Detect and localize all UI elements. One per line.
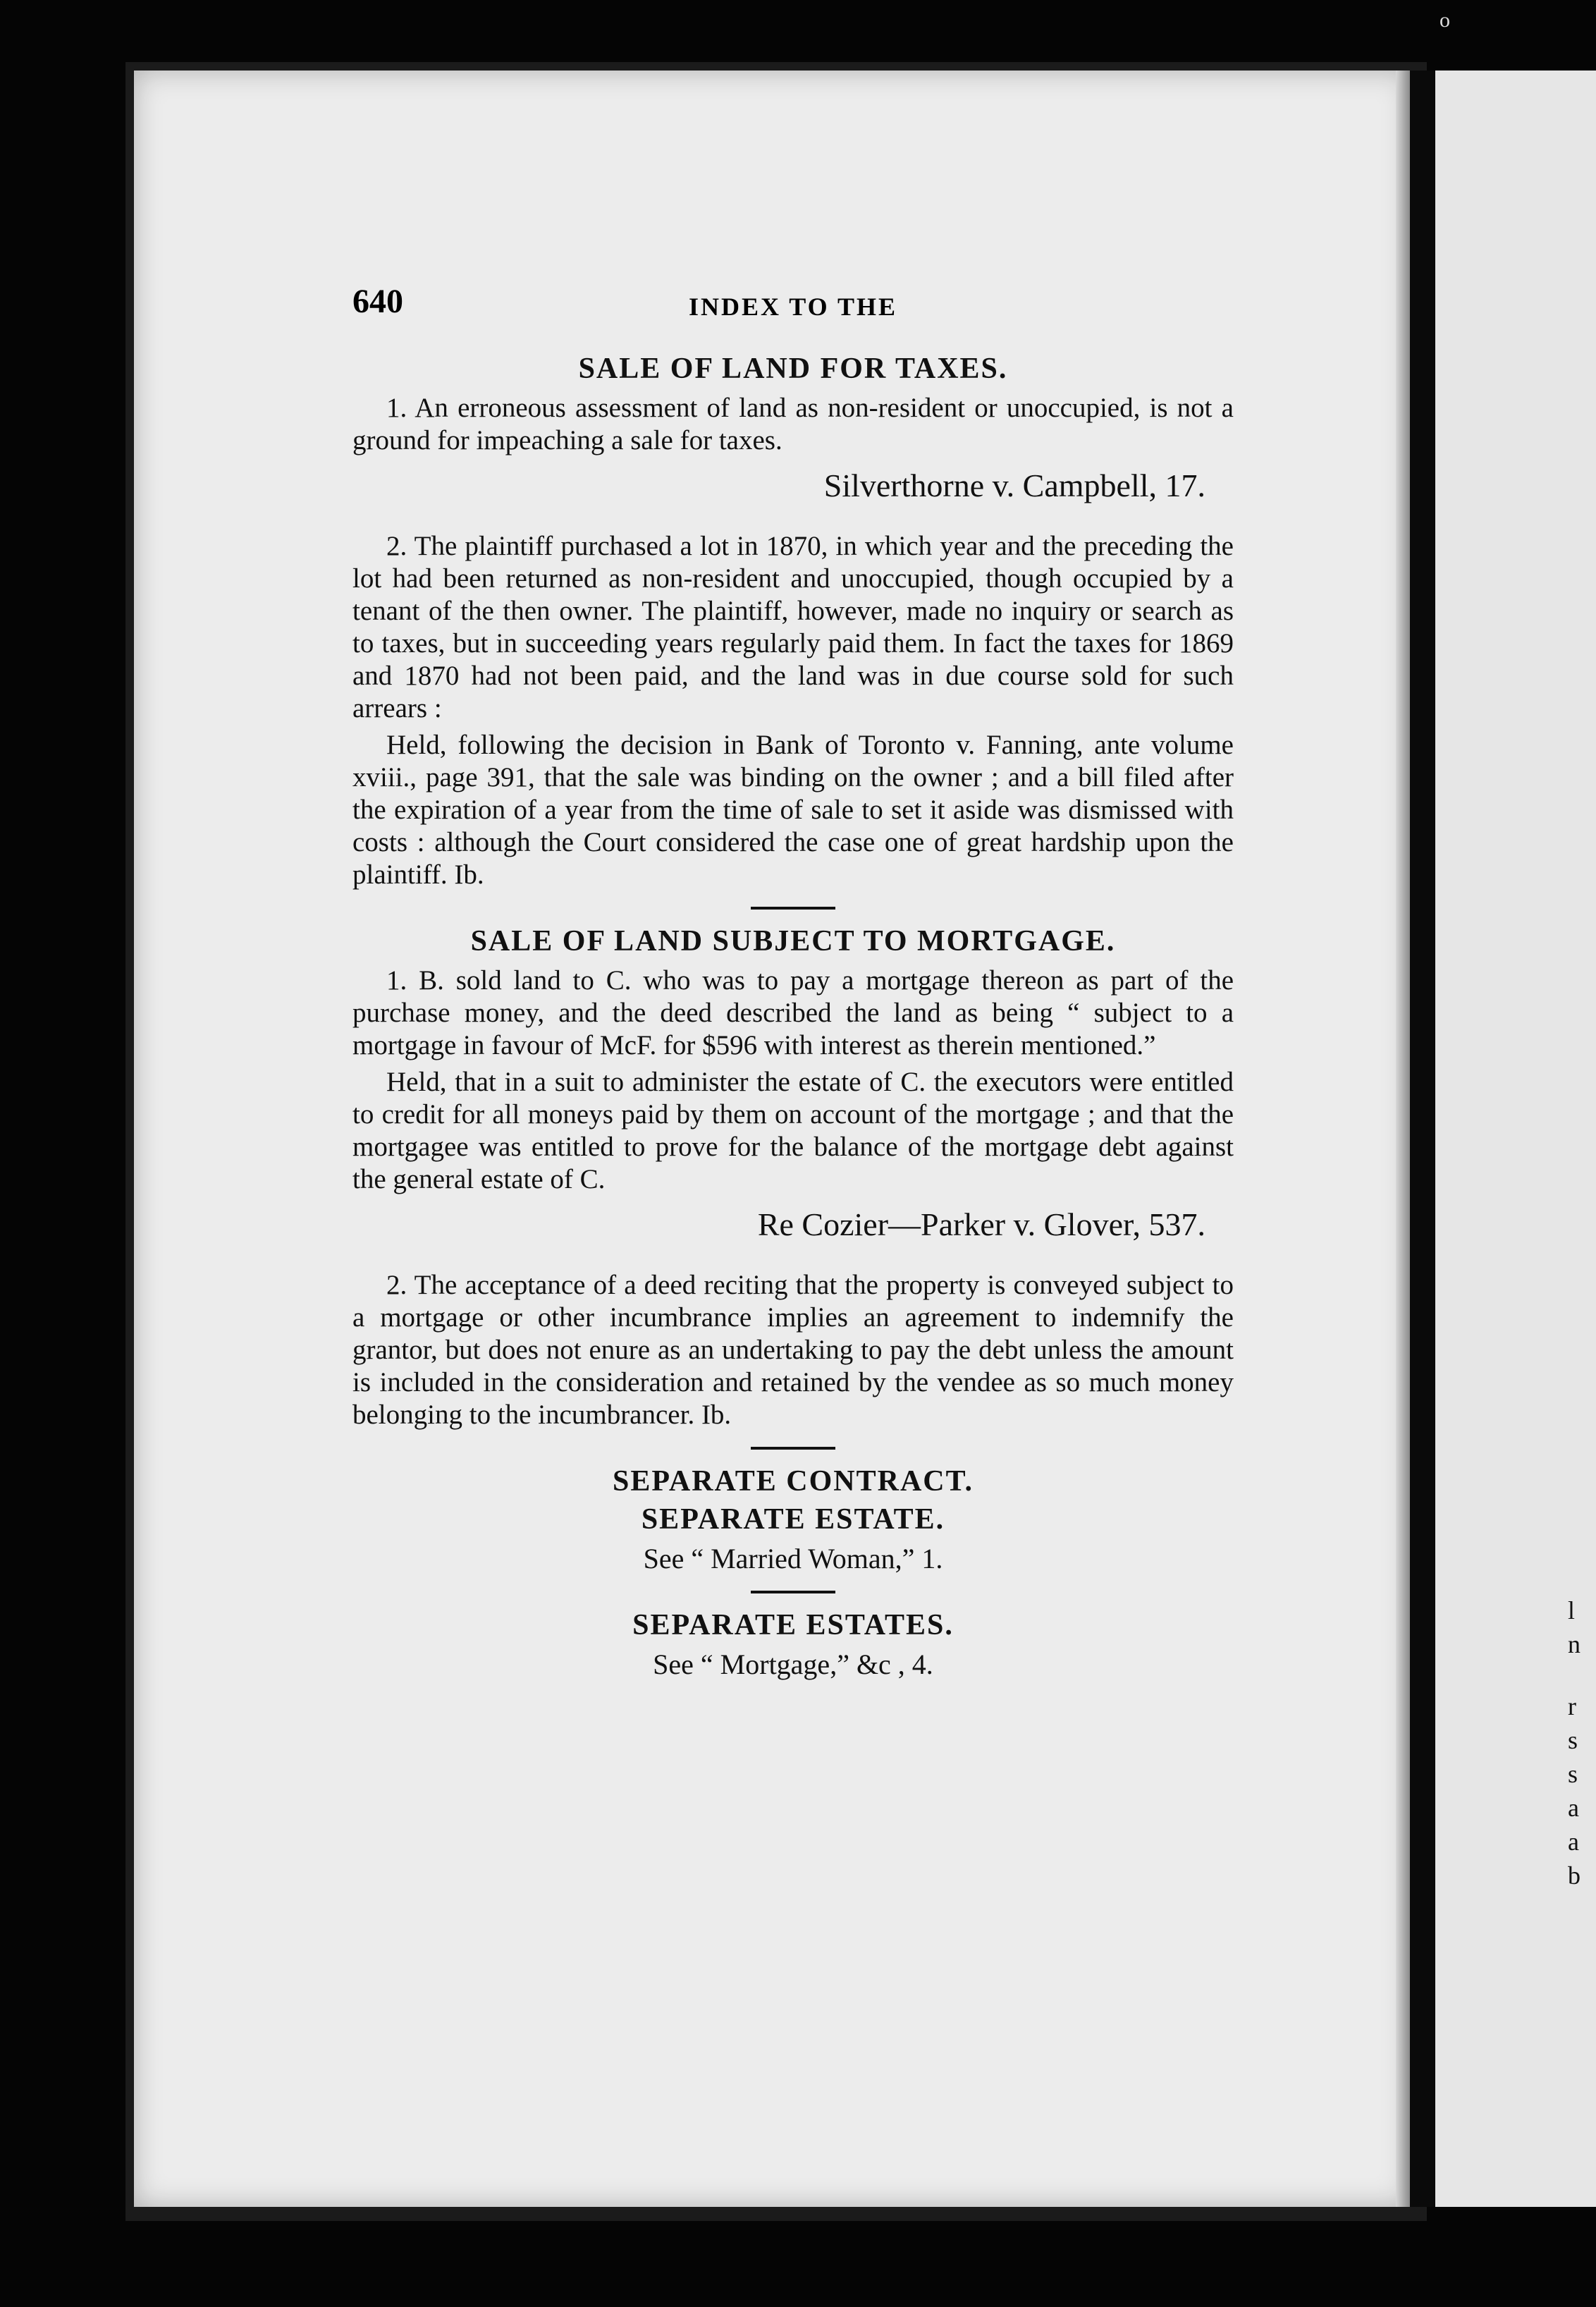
page-divider xyxy=(1410,71,1435,2207)
page-number: 640 xyxy=(352,283,403,320)
fragment-letter: a xyxy=(1568,1828,1579,1856)
case-citation: Silverthorne v. Campbell, 17. xyxy=(823,467,1205,503)
index-text xyxy=(352,353,1234,1681)
next-page-fragments xyxy=(1568,1593,1596,1892)
entry-2: 2. The plaintiff purchased a lot in 1870, in which year and the preceding the lot had been returned as non-resident and unoccupied, though occupied by a tenant of the then owner. The plaintiff, however, made no inquiry or search as to taxes, but in succeeding years regularly paid them. In fact the taxes for 1869 and 1870 had not been paid, and the land was in due course sold for such arrears : xyxy=(352,531,1234,723)
fragment-letter: r xyxy=(1568,1692,1576,1720)
section-heading-separate-estates: SEPARATE ESTATES. xyxy=(632,1609,954,1641)
fragment-letter: s xyxy=(1568,1760,1578,1788)
held-paragraph: Held, following the decision in Bank of Toronto v. Fanning, ante volume xviii., page 391, that the sale was binding on the owner ; and a bill filed after the expiration of a year from the time of sale to set it aside was dismissed with costs : although the Court considered the case one of great hardship upon the plaintiff. Ib. xyxy=(352,730,1234,890)
section-heading-separate-contract: SEPARATE CONTRACT. xyxy=(612,1465,974,1498)
section-rule xyxy=(751,1591,835,1593)
section-rule xyxy=(751,1447,835,1450)
corner-mark: o xyxy=(1440,8,1450,32)
gutter-shadow xyxy=(1396,71,1410,2207)
held-paragraph: Held, that in a suit to administer the estate of C. the executors were entitled to credit for all moneys paid by them on account of the mortgage ; and that the mortgagee was entitled to prove for the balance of the mortgage debt against the general estate of C. xyxy=(352,1067,1234,1194)
entry-1: 1. B. sold land to C. who was to pay a mortgage thereon as part of the purchase money, and the deed described the land as being “ subject to a mortgage in favour of McF. for $596 with interest as therein mentioned.” xyxy=(352,965,1234,1060)
fragment-letter: s xyxy=(1568,1726,1578,1754)
section-rule xyxy=(751,907,835,910)
cross-reference: See “ Mortgage,” &c , 4. xyxy=(653,1648,933,1680)
fragment-letter: n xyxy=(1568,1630,1580,1658)
section-heading-sale-for-taxes: SALE OF LAND FOR TAXES. xyxy=(578,353,1008,385)
fragment-letter: a xyxy=(1568,1794,1579,1822)
running-title: INDEX TO THE xyxy=(688,293,898,321)
cross-reference: See “ Married Woman,” 1. xyxy=(643,1543,943,1574)
fragment-letter: b xyxy=(1568,1861,1580,1890)
fragment-letter: l xyxy=(1568,1596,1576,1624)
section-heading-subject-to-mortgage: SALE OF LAND SUBJECT TO MORTGAGE. xyxy=(470,925,1116,957)
section-heading-separate-estate: SEPARATE ESTATE. xyxy=(641,1503,945,1536)
entry-2: 2. The acceptance of a deed reciting that the property is conveyed subject to a mortgage or other incumbrance implies an agreement to indemnify the grantor, but does not enure as an undertaking to pay the debt unless the amount is included in the consideration and retained by the vendee as so much money belonging to the incumbrancer. Ib. xyxy=(352,1270,1234,1430)
running-head xyxy=(352,282,1234,324)
case-citation: Re Cozier—Parker v. Glover, 537. xyxy=(757,1206,1205,1242)
entry-1: 1. An erroneous assessment of land as non-resident or unoccupied, is not a ground for impeaching a sale for taxes. xyxy=(352,393,1234,455)
